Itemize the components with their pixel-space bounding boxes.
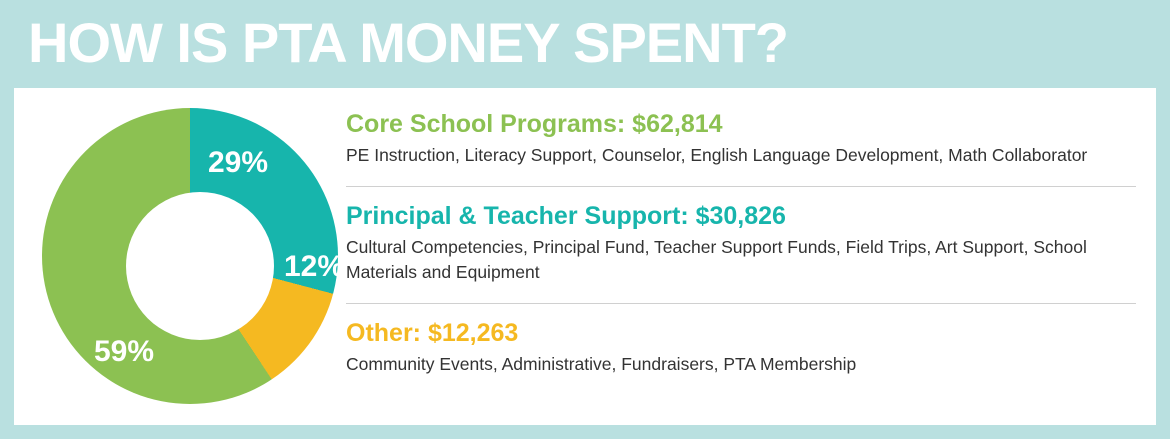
- legend-heading: Other: $12,263: [346, 319, 519, 347]
- donut-chart: [32, 98, 345, 418]
- slice-label-teal: 29%: [208, 146, 269, 179]
- slice-label-yellow: 12%: [284, 250, 345, 283]
- slice-label-green: 59%: [94, 335, 155, 368]
- legend-description: Cultural Competencies, Principal Fund, Teacher Support Funds, Field Trips, Art Support, School Materials and Equipment: [346, 237, 1087, 282]
- page-title: HOW IS PTA MONEY SPENT?: [28, 11, 789, 74]
- legend-description: PE Instruction, Literacy Support, Counselor, English Language Development, Math Collaborator: [346, 145, 1088, 165]
- legend-item-other: [346, 317, 1136, 383]
- content-card: [14, 88, 1156, 425]
- legend-heading: Principal & Teacher Support: $30,826: [346, 202, 786, 230]
- legend-divider: [346, 186, 1136, 187]
- legend-divider: [346, 303, 1136, 304]
- legend-item-principal-teacher-support: [346, 200, 1136, 291]
- legend-heading: Core School Programs: $62,814: [346, 110, 723, 138]
- legend-item-core-school-programs: [346, 108, 1136, 174]
- legend: [346, 108, 1136, 383]
- legend-description: Community Events, Administrative, Fundraisers, PTA Membership: [346, 354, 857, 374]
- donut-hole: [126, 192, 274, 340]
